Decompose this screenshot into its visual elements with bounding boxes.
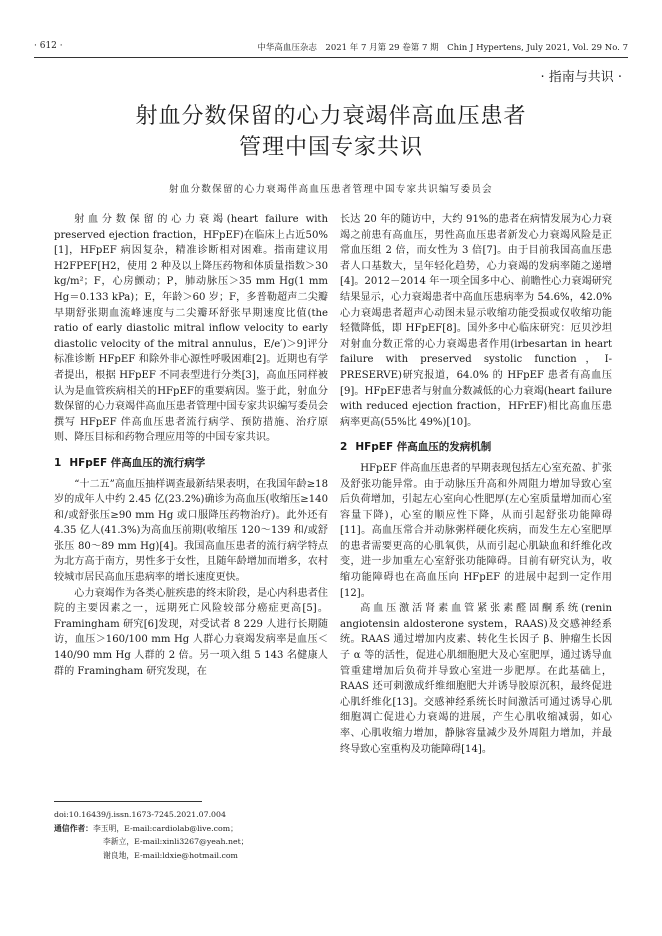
- section-tag: · 指南与共识 ·: [540, 70, 622, 85]
- right-column: [340, 212, 612, 757]
- corresponding-label: 通信作者：: [54, 823, 93, 833]
- section-1-number: 1: [54, 456, 62, 469]
- section-2-number: 2: [340, 441, 348, 454]
- corresponding-author-2: 李新立，E-mail:xinli3267@yeah.net；: [103, 837, 249, 847]
- author-committee: 射血分数保留的心力衰竭伴高血压患者管理中国专家共识编写委员会: [168, 184, 493, 195]
- doi-line: doi:10.16439/j.issn.1673-7245.2021.07.004: [54, 810, 226, 819]
- page-number: · 612 ·: [34, 41, 63, 51]
- title-line-2: 管理中国专家共识: [238, 135, 423, 160]
- header-rule: [34, 57, 628, 58]
- section-1-paragraph-1: “十二五”高血压抽样调查最新结果表明，在我国年龄≥18 岁的成年人中约 2.45 亿(23.2%)确诊为高血压(收缩压≥140 和/或舒张压≥90 mm Hg 或口服降压药物治疗)。此外还有 4.35 亿人(41.3%)为高血压前期(收缩压 120～139 和/或舒张压 80～89 mm Hg)[4]。我国高血压患者的流行病学特点为北方高于南方，男性多于女性，且随年龄增加而增多，农村较城市居民高血压患病率的增长速度更快。: [54, 478, 328, 584]
- running-header: [34, 38, 628, 56]
- section-1-paragraph-2: 心力衰竭作为各类心脏疾患的终末阶段，是心内科患者住院的主要因素之一，远期死亡风险较部分癌症更高[5]。Framingham 研究[6]发现，对受试者 8 229 人进行长期随访，血压＞160/100 mm Hg 人群心力衰竭发病率是血压＜140/90 mm Hg 人群的 2 倍。另一项入组 5 143 名健康人群的 Framingham 研究发现，在: [54, 587, 328, 677]
- section-2-paragraph-2: 高血压激活肾素血管紧张素醛固酮系统(renin angiotensin aldosterone system，RAAS)及交感神经系统。RAAS 通过增加内皮素、转化生长因子 β、肿瘤生长因子 α 等的活性，促进心肌细胞肥大及心室肥厚，通过诱导血管重建增加后负荷并导致心室进一步肥厚。在此基础上，RAAS 还可刺激成纤维细胞肥大并诱导胶原沉积，最终促进心肌纤维化[13]。交感神经系统长时间激活可通过诱导心肌细胞凋亡促进心力衰竭的进展，产生心肌收缩减弱，如心率、心肌收缩力增加，静脉容量减少及外周阻力增加，并最终导致心室重构及功能障碍[14]。: [340, 603, 612, 755]
- section-1-title: HFpEF 伴高血压的流行病学: [69, 456, 206, 469]
- section-2-title: HFpEF 伴高血压的发病机制: [355, 441, 492, 454]
- section-2-paragraph-1: HFpEF 伴高血压患者的早期表现包括左心室充盈、扩张及舒张功能异常。由于动脉压升高和外周阻力增加导致心室后负荷增加，引起左心室向心性肥厚(左心室质量增加而心室容量下降)，心室的顺应性下降，从而引起舒张功能障碍[11]。高血压常合并动脉粥样硬化疾病，而发生左心室肥厚的患者需要更高的心肌氧供，从而引起心肌缺血和纤维化改变，进一步加重左心室舒张功能障碍。目前有研究认为，收缩功能障碍也在高血压向 HFpEF 的进展中起到一定作用[12]。: [340, 462, 613, 599]
- section-2-heading: [340, 440, 612, 456]
- title-line-1: 射血分数保留的心力衰竭伴高血压患者: [135, 104, 527, 129]
- continued-paragraph: 长达 20 年的随访中，大约 91%的患者在病情发展为心力衰竭之前患有高血压，男性高血压患者新发心力衰竭风险是正常血压组 2 倍，而女性为 3 倍[7]。由于目前我国高血压患者人口基数大，呈年轻化趋势，心力衰竭的发病率随之递增[4]。2012－2014 年一项全国多中心、前瞻性心力衰竭研究结果显示，心力衰竭患者中高血压患病率为 54.6%，42.0%心力衰竭患者超声心动图未显示收缩功能受损或仅收缩功能轻微降低，即 HFpEF[8]。国外多中心临床研究：厄贝沙坦对射血分数正常的心力衰竭患者作用(irbesartan in heart failure with preserved systolic function，I-PRESERVE)研究报道，64.0% 的 HFpEF 患者有高血压[9]。HFpEF患者与射血分数减低的心力衰竭(heart failure with reduced ejection fraction，HFrEF)相比高血压患病率更高(55%比 49%)[10]。: [340, 214, 612, 428]
- footnotes: [54, 808, 324, 862]
- corresponding-author-1: 通信作者：李玉明，E-mail:cardiolab@live.com；: [54, 823, 238, 833]
- left-column: [54, 212, 328, 679]
- intro-paragraph: 射血分数保留的心力衰竭(heart failure with preserved ejection fraction，HFpEF)在临床上占近50%[1]，HFpEF 病因复杂，精准诊断相对困难。指南建议用 H2FPEF[H2，使用 2 种及以上降压药物和体质量指数＞30 kg/m²；F，心房颤动；P，肺动脉压＞35 mm Hg(1 mm Hg＝0.133 kPa)；E，年龄＞60 岁；F，多普勒超声二尖瓣早期舒张期血流峰速度与二尖瓣环舒张早期速度比值(the ratio of early diastolic mitral inflow velocity to early diastolic velocity of the mitral annulus，E/e′)＞9]评分标准诊断 HFpEF 和除外非心源性呼吸困难[2]。近期也有学者提出，根据 HFpEF 不同表型进行分类[3]，高血压同样被认为是血管疾病相关的HFpEF的重要病因。鉴于此，射血分数保留的心力衰竭伴高血压患者管理中国专家共识编写委员会撰写 HFpEF 伴高血压患者流行病学、预防措施、治疗原则、降压目标和药物合理应用等的中国专家共识。: [54, 214, 328, 444]
- corresponding-author-3: 谢良地，E-mail:ldxie@hotmail.com: [103, 850, 238, 860]
- section-1-heading: [54, 456, 328, 472]
- article-title: [0, 101, 662, 163]
- journal-citation: 中华高血压杂志 2021 年 7 月第 29 卷第 7 期 Chin J Hypertens, July 2021, Vol. 29 No. 7: [257, 43, 628, 53]
- footnote-rule: [54, 801, 202, 802]
